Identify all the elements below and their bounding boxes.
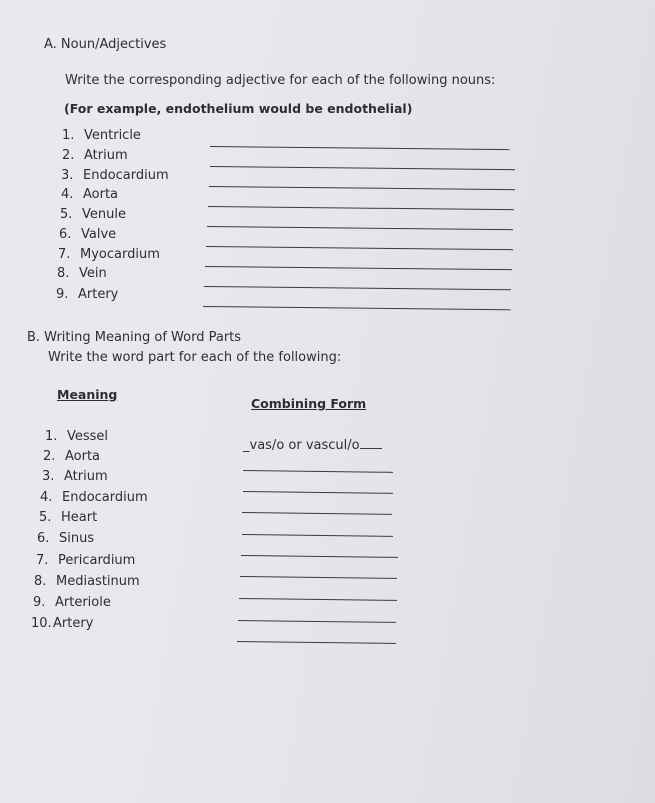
item-label: Pericardium <box>58 553 136 568</box>
answer-vessel <box>243 438 382 454</box>
item-number: 5. <box>60 207 73 222</box>
answer-line[interactable] <box>209 186 515 190</box>
section-a-heading: A. Noun/Adjectives <box>44 37 167 52</box>
item-label: Aorta <box>83 187 119 202</box>
section-b-heading: B. Writing Meaning of Word Parts <box>27 330 242 345</box>
item-number: 4. <box>40 490 53 505</box>
item-number: 9. <box>33 595 46 610</box>
section-b-item-5 <box>39 510 97 526</box>
section-a-item-8 <box>57 266 107 282</box>
item-label: Artery <box>53 616 94 631</box>
column-header-combining-form: Combining Form <box>251 396 367 411</box>
section-a-item-7 <box>58 247 160 263</box>
answer-line[interactable] <box>206 246 513 250</box>
item-label: Endocardium <box>83 168 169 183</box>
answer-line[interactable] <box>203 306 511 310</box>
item-label: Sinus <box>59 531 95 546</box>
answer-line[interactable] <box>207 226 513 230</box>
answer-line[interactable] <box>242 512 392 515</box>
section-a-item-3 <box>61 168 169 184</box>
section-a-example: (For example, endothelium would be endothelial) <box>64 101 413 116</box>
item-number: 1. <box>62 128 75 143</box>
answer-line[interactable] <box>241 555 398 558</box>
item-number: 1. <box>45 429 58 444</box>
section-b-item-6 <box>37 531 94 547</box>
section-b-item-3 <box>42 469 108 485</box>
section-b-item-4 <box>40 490 148 506</box>
item-number: 6. <box>59 227 72 242</box>
section-b-item-9 <box>33 595 111 611</box>
answer-line[interactable] <box>205 266 512 270</box>
answer-line[interactable] <box>239 598 397 601</box>
answer-line[interactable] <box>204 286 511 290</box>
item-label: Ventricle <box>84 128 141 143</box>
item-label: Myocardium <box>80 247 160 262</box>
section-a-item-9 <box>56 287 118 303</box>
answer-line[interactable] <box>243 470 393 473</box>
answer-line[interactable] <box>237 641 396 644</box>
item-number: 3. <box>42 469 55 484</box>
item-number: 8. <box>34 574 47 589</box>
answer-line[interactable] <box>243 491 393 494</box>
item-number: 2. <box>43 449 56 464</box>
item-number: 10. <box>31 616 52 631</box>
section-b-item-7 <box>36 553 135 569</box>
section-b-item-1 <box>45 429 108 445</box>
item-label: Venule <box>82 207 126 222</box>
column-header-meaning: Meaning <box>57 387 118 402</box>
section-a-item-5 <box>60 207 126 223</box>
answer-blank[interactable] <box>360 438 382 449</box>
section-b-item-2 <box>43 449 100 465</box>
answer-line[interactable] <box>242 534 393 537</box>
item-label: Arteriole <box>55 595 111 610</box>
answer-line[interactable] <box>240 576 397 579</box>
section-a-instruction: Write the corresponding adjective for each of the following nouns: <box>65 73 496 88</box>
item-number: 7. <box>58 247 71 262</box>
section-a-item-4 <box>61 187 118 203</box>
item-label: Vein <box>79 266 107 281</box>
answer-line[interactable] <box>210 166 515 170</box>
item-number: 2. <box>62 148 75 163</box>
section-a-item-6 <box>59 227 116 243</box>
section-b-instruction: Write the word part for each of the following: <box>48 350 342 365</box>
item-label: Artery <box>78 287 119 302</box>
item-label: Aorta <box>65 449 101 464</box>
item-label: Endocardium <box>62 490 148 505</box>
item-number: 8. <box>57 266 70 281</box>
item-number: 3. <box>61 168 74 183</box>
answer-line[interactable] <box>208 206 514 210</box>
item-label: Mediastinum <box>56 574 140 589</box>
item-number: 5. <box>39 510 52 525</box>
answer-line[interactable] <box>238 620 396 623</box>
item-label: Heart <box>61 510 98 525</box>
section-b-item-8 <box>34 574 140 590</box>
item-number: 4. <box>61 187 74 202</box>
item-label: Valve <box>81 227 117 242</box>
item-label: Atrium <box>64 469 108 484</box>
item-number: 7. <box>36 553 49 568</box>
item-label: Atrium <box>84 148 128 163</box>
section-b-item-10 <box>31 616 93 632</box>
item-number: 9. <box>56 287 69 302</box>
section-a-item-2 <box>62 148 128 164</box>
answer-vessel-text: _vas/o or vascul/o <box>243 438 360 453</box>
item-label: Vessel <box>67 429 109 444</box>
item-number: 6. <box>37 531 50 546</box>
answer-line[interactable] <box>210 146 510 150</box>
section-a-item-1 <box>62 128 141 144</box>
